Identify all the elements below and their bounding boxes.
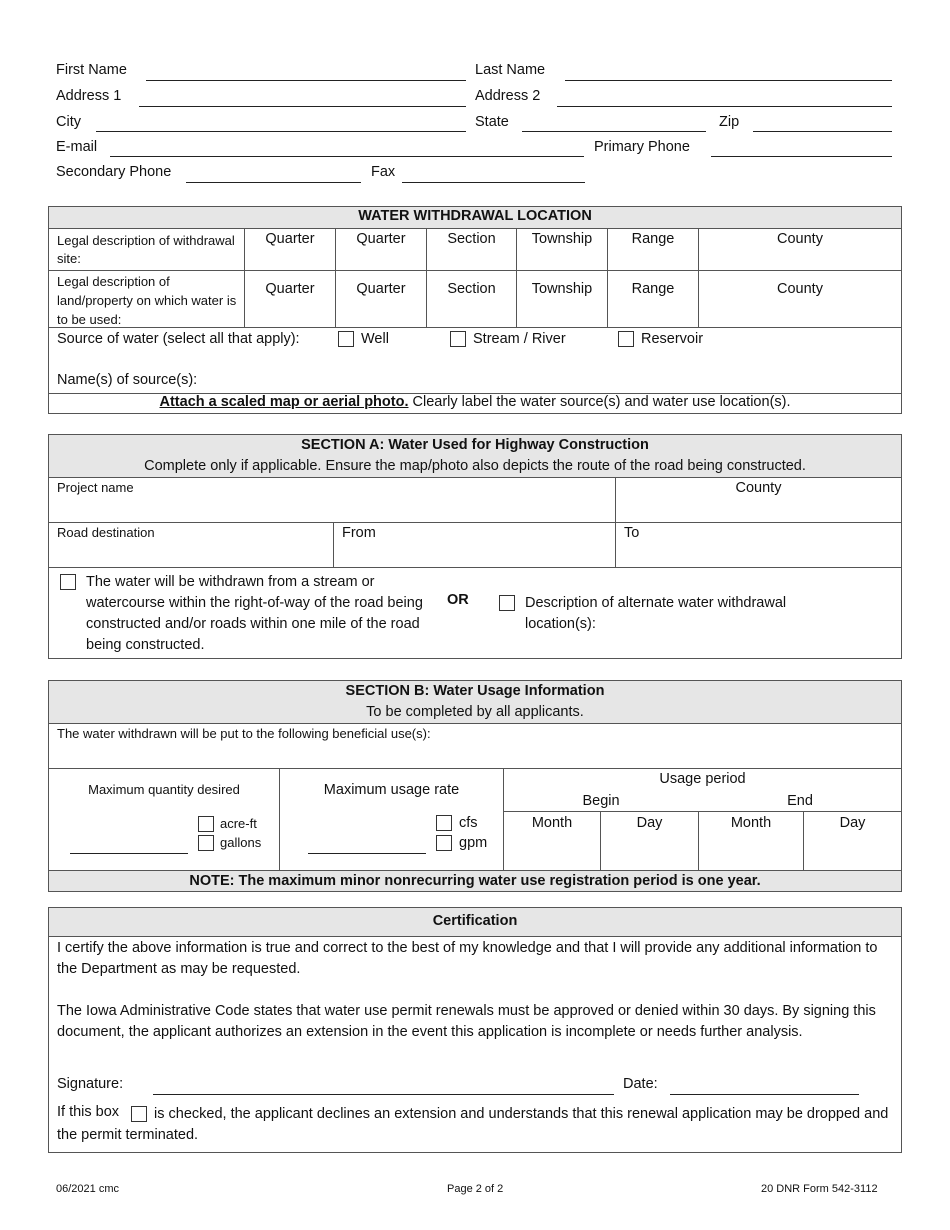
alternate-location-checkbox[interactable] xyxy=(499,595,515,611)
decline-post-label: is checked, the applicant declines an extension and understands that this renewal application may be dropped and the permit terminated. xyxy=(57,1106,889,1143)
stream-checkbox[interactable] xyxy=(450,331,466,347)
reservoir-label: Reservoir xyxy=(641,331,704,347)
secondary-phone-label: Secondary Phone xyxy=(56,164,172,180)
col-range-b: Range xyxy=(631,281,675,297)
begin-month-label: Month xyxy=(531,815,573,831)
cfs-checkbox[interactable] xyxy=(436,815,452,831)
to-label: To xyxy=(624,525,640,541)
usage-period-label: Usage period xyxy=(659,771,746,787)
section-b-subtitle: To be completed by all applicants. xyxy=(366,704,584,720)
col-section: Section xyxy=(447,231,496,247)
first-name-field[interactable] xyxy=(146,80,466,81)
source-names-label: Name(s) of source(s): xyxy=(57,372,198,388)
project-name-label: Project name xyxy=(57,480,134,495)
cfs-label: cfs xyxy=(459,815,478,831)
rate-field[interactable] xyxy=(308,853,426,854)
address1-field[interactable] xyxy=(139,106,466,107)
date-field[interactable] xyxy=(670,1094,859,1095)
quantity-field[interactable] xyxy=(70,853,188,854)
date-label: Date: xyxy=(623,1076,658,1092)
address1-label: Address 1 xyxy=(56,88,122,104)
well-checkbox[interactable] xyxy=(338,331,354,347)
signature-field[interactable] xyxy=(153,1094,614,1095)
stream-label: Stream / River xyxy=(473,331,566,347)
primary-phone-field[interactable] xyxy=(711,156,892,157)
state-field[interactable] xyxy=(522,131,706,132)
max-rate-label: Maximum usage rate xyxy=(323,782,460,798)
address2-field[interactable] xyxy=(557,106,892,107)
alternate-location-label: Description of alternate water withdrawal location(s): xyxy=(525,595,787,632)
state-label: State xyxy=(475,114,509,130)
footer-form-number: 20 DNR Form 542-3112 xyxy=(761,1183,878,1195)
fax-field[interactable] xyxy=(402,182,585,183)
acre-ft-label: acre-ft xyxy=(220,816,257,831)
city-field[interactable] xyxy=(96,131,466,132)
begin-label: Begin xyxy=(582,793,620,809)
well-label: Well xyxy=(361,331,389,347)
zip-label: Zip xyxy=(719,114,740,130)
decline-pre-label: If this box xyxy=(57,1104,120,1120)
road-destination-label: Road destination xyxy=(57,525,155,540)
last-name-label: Last Name xyxy=(475,62,546,78)
first-name-label: First Name xyxy=(56,62,127,78)
withdrawal-site-label: Legal description of withdrawal site: xyxy=(57,233,235,266)
max-quantity-label: Maximum quantity desired xyxy=(88,782,240,797)
footer-page: Page 2 of 2 xyxy=(447,1183,504,1195)
right-of-way-checkbox[interactable] xyxy=(60,574,76,590)
certification-title: Certification xyxy=(432,913,518,929)
gallons-label: gallons xyxy=(220,835,262,850)
col-section-b: Section xyxy=(447,281,496,297)
usage-note: NOTE: The maximum minor nonrecurring water use registration period is one year. xyxy=(189,873,761,889)
attach-note xyxy=(49,394,901,410)
fax-label: Fax xyxy=(371,164,396,180)
section-b-title: SECTION B: Water Usage Information xyxy=(345,683,605,699)
attach-note-rest: Clearly label the water source(s) and water use location(s). xyxy=(408,394,791,410)
col-quarter-1: Quarter xyxy=(265,231,315,247)
address2-label: Address 2 xyxy=(475,88,541,104)
col-quarter-2: Quarter xyxy=(356,231,406,247)
zip-field[interactable] xyxy=(753,131,892,132)
right-of-way-label: The water will be withdrawn from a stream or watercourse within the right-of-way of the road being constructed and/or roads within one mile of the road being constructed. xyxy=(86,574,423,653)
last-name-field[interactable] xyxy=(565,80,892,81)
footer-date: 06/2021 cmc xyxy=(56,1183,119,1195)
section-a-title: SECTION A: Water Used for Highway Construction xyxy=(301,437,649,453)
from-label: From xyxy=(342,525,376,541)
attach-note-bold: Attach a scaled map or aerial photo. xyxy=(159,394,409,410)
reservoir-checkbox[interactable] xyxy=(618,331,634,347)
col-county: County xyxy=(777,231,823,247)
location-title: WATER WITHDRAWAL LOCATION xyxy=(358,208,592,224)
gpm-label: gpm xyxy=(459,835,488,851)
col-township-b: Township xyxy=(531,281,593,297)
col-township: Township xyxy=(531,231,593,247)
end-month-label: Month xyxy=(730,815,772,831)
primary-phone-label: Primary Phone xyxy=(594,139,690,155)
certification-para2: The Iowa Administrative Code states that water use permit renewals must be approved or denied within 30 days. By signing this document, the applicant authorizes an extension in the event this application is incomplete or needs further analysis. xyxy=(57,1003,876,1040)
certification-para1: I certify the above information is true and correct to the best of my knowledge and that I will provide any additional information to the Department as may be requested. xyxy=(57,940,878,977)
col-county-b: County xyxy=(777,281,823,297)
source-label: Source of water (select all that apply): xyxy=(57,331,300,347)
email-label: E-mail xyxy=(56,139,98,155)
city-label: City xyxy=(56,114,81,130)
begin-day-label: Day xyxy=(636,815,663,831)
col-quarter-1b: Quarter xyxy=(265,281,315,297)
email-field[interactable] xyxy=(110,156,584,157)
acre-ft-checkbox[interactable] xyxy=(198,816,214,832)
end-label: End xyxy=(787,793,813,809)
signature-label: Signature: xyxy=(57,1076,124,1092)
or-label: OR xyxy=(447,592,469,608)
gpm-checkbox[interactable] xyxy=(436,835,452,851)
beneficial-use-label: The water withdrawn will be put to the following beneficial use(s): xyxy=(57,726,431,741)
property-label: Legal description of land/property on which water is to be used: xyxy=(57,274,237,327)
section-a-subtitle: Complete only if applicable. Ensure the map/photo also depicts the route of the road being constructed. xyxy=(144,458,806,474)
col-quarter-2b: Quarter xyxy=(356,281,406,297)
col-range: Range xyxy=(631,231,675,247)
gallons-checkbox[interactable] xyxy=(198,835,214,851)
secondary-phone-field[interactable] xyxy=(186,182,361,183)
end-day-label: Day xyxy=(839,815,866,831)
section-a-county-label: County xyxy=(735,480,782,496)
